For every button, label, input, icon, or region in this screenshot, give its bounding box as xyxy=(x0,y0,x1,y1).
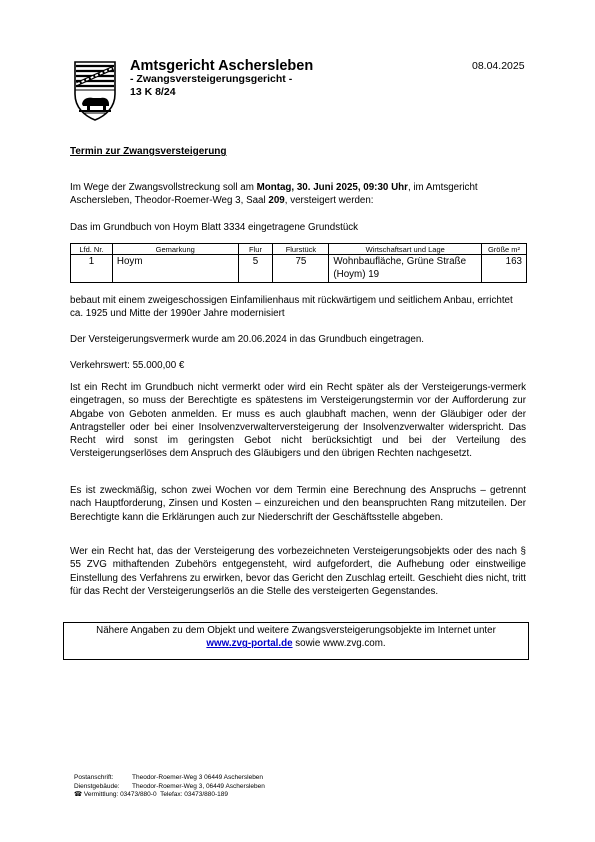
grundbuch-line: Das im Grundbuch von Hoym Blatt 3334 eingetragene Grundstück xyxy=(70,222,359,233)
intro-text-3: , versteigert werden: xyxy=(284,195,374,207)
cell-flurstueck: 75 xyxy=(273,255,329,283)
cell-lfd: 1 xyxy=(71,255,113,283)
footer-phone xyxy=(74,791,265,800)
office-label: Dienstgebäude: xyxy=(74,782,120,790)
case-number: 13 K 8/24 xyxy=(130,86,176,98)
col-header-flur: Flur xyxy=(238,244,273,255)
col-header-flurstueck: Flurstück xyxy=(273,244,329,255)
market-value: Verkehrswert: 55.000,00 € xyxy=(70,360,185,371)
footer-office xyxy=(74,783,265,792)
cell-lage: Wohnbaufläche, Grüne Straße (Hoym) 19 xyxy=(329,255,482,283)
col-header-lfd: Lfd. Nr. xyxy=(71,244,113,255)
auction-datetime: Montag, 30. Juni 2025, 09:30 Uhr xyxy=(256,182,408,193)
office-address: Theodor-Roemer-Weg 3, 06449 Aschersleben xyxy=(132,782,265,790)
vermerk-paragraph: Der Versteigerungsvermerk wurde am 20.06.2024 in das Grundbuch eingetragen. xyxy=(70,334,424,345)
footer-postal xyxy=(74,774,265,783)
zvg-portal-link[interactable]: www.zvg-portal.de xyxy=(206,638,293,650)
info-box xyxy=(63,622,529,660)
claims-paragraph: Es ist zweckmäßig, schon zwei Wochen vor dem Termin eine Berechnung des Anspruchs – getrennt nach Hauptforderung, Zinsen und Kosten – einzureichen und den beanspruchten Rang mitzuteilen. Der Berechtigte kann die Erklärungen auch zur Niederschrift der Geschäftsstelle abgeben. xyxy=(70,485,526,523)
cell-groesse: 163 xyxy=(482,255,527,283)
auction-room: 209 xyxy=(268,195,285,207)
fax-number: 03473/880-189 xyxy=(184,791,229,798)
cell-flur: 5 xyxy=(238,255,273,283)
building-description: bebaut mit einem zweigeschossigen Einfamilienhaus mit rückwärtigem und seitlichem Anbau, errichtet ca. 1925 und Mitte der 1990er Jahre modernisiert xyxy=(70,295,513,320)
table-row xyxy=(71,255,527,283)
footer xyxy=(74,774,265,800)
fax-label: Telefax: xyxy=(160,791,183,798)
table-header-row xyxy=(71,244,527,255)
court-name: Amtsgericht Aschersleben xyxy=(130,58,314,74)
phone-label: Vermittlung: xyxy=(83,791,119,798)
col-header-lage: Wirtschaftsart und Lage xyxy=(329,244,482,255)
cell-gemarkung: Hoym xyxy=(112,255,238,283)
postal-label: Postanschrift: xyxy=(74,774,114,781)
intro-text-2: , im Amtsgericht Aschersleben, Theodor-Roemer-Weg 3, Saal xyxy=(70,182,478,207)
court-subtitle: - Zwangsversteigerungsgericht - xyxy=(130,73,293,85)
col-header-groesse: Größe m² xyxy=(482,244,527,255)
document-date: 08.04.2025 xyxy=(472,60,525,72)
coat-of-arms-icon xyxy=(73,60,117,122)
info-line-1: Nähere Angaben zu dem Objekt und weitere Zwangsversteigerungsobjekte im Internet unter xyxy=(96,625,496,636)
objection-paragraph: Wer ein Recht hat, das der Versteigerung des vorbezeichneten Versteigerungsobjekts oder des nach § 55 ZVG mithaftenden Zubehörs entgegensteht, wird aufgefordert, die Aufhebung oder einstweilige Einstellung des Verfahrens zu erwirken, bevor das Gericht den Zuschlag erteilt. Geschieht dies nicht, tritt für das Recht der Versteigerungserlös an die Stelle des versteigerten Gegenstandes. xyxy=(70,546,526,597)
phone-number: 03473/880-0 xyxy=(120,791,157,798)
page-title: Termin zur Zwangsversteigerung xyxy=(70,146,227,157)
info-line-2: sowie www.zvg.com. xyxy=(292,638,386,650)
intro-text-1: Im Wege der Zwangsvollstreckung soll am xyxy=(70,182,257,193)
postal-address: Theodor-Roemer-Weg 3 06449 Aschersleben xyxy=(132,774,264,781)
rights-paragraph: Ist ein Recht im Grundbuch nicht vermerkt oder wird ein Recht später als der Versteigerungs-vermerk eingetragen, so muss der Berechtigte es spätestens im Versteigerungstermin vor der Aufforderung zur Abgabe von Geboten anmelden. Er muss es auch glaubhaft machen, wenn der Gläubiger oder der Antragsteller oder bei einer Insolvenzverwalterversteigerung der Insolvenzverwalter widerspricht. Das Recht wird sonst im geringsten Gebot nicht berücksichtigt und bei der Verteilung des Versteigerungserlöses dem Anspruch des Gläubigers und den übrigen Rechten nachgesetzt. xyxy=(70,382,526,460)
intro-paragraph xyxy=(70,181,526,208)
property-table xyxy=(70,243,527,283)
col-header-gemarkung: Gemarkung xyxy=(112,244,238,255)
telephone-icon: ☎ xyxy=(74,791,83,798)
